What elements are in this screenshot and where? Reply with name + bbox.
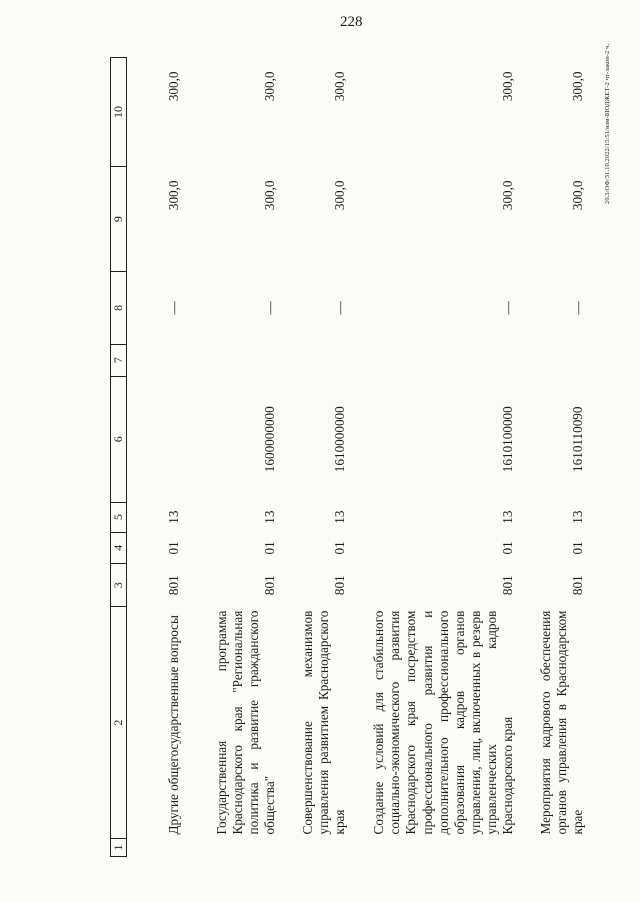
row-rz: 01: [570, 541, 586, 555]
row-csr: 1610100000: [500, 406, 516, 473]
document-footer-code: 20.3/ОФ/31.10.2022/15:51/изм-БЮДЖЕТ-2 чт-закон-2 ч.: [604, 44, 611, 205]
row-vr: [350, 344, 518, 376]
table-row: [126, 58, 184, 857]
row-pr: 13: [570, 510, 586, 524]
row-csr: 1600000000: [262, 406, 278, 473]
row-rz: 01: [262, 541, 278, 555]
row-vr: [184, 344, 280, 376]
row-col8: —: [166, 301, 182, 315]
row-col10: 300,0: [332, 71, 348, 102]
column-number: 8: [111, 272, 127, 344]
row-rz: 01: [166, 541, 182, 555]
row-col10: 300,0: [570, 71, 586, 102]
row-vr: [280, 344, 350, 376]
row-col9: 300,0: [500, 180, 516, 211]
column-number: 1: [111, 838, 127, 856]
column-number: 5: [111, 502, 127, 532]
column-number: 4: [111, 532, 127, 564]
table-row: [350, 58, 518, 857]
row-csr: 1610000000: [332, 406, 348, 473]
column-number: 3: [111, 564, 127, 607]
row-name: Другие общегосударственные вопросы: [166, 615, 182, 835]
row-col8: —: [332, 301, 348, 315]
row-csr: [126, 376, 184, 502]
row-col10: 300,0: [166, 71, 182, 102]
row-rz: 01: [500, 541, 516, 555]
row-ved: 801: [166, 575, 182, 596]
row-col8: —: [262, 301, 278, 315]
row-pr: 13: [500, 510, 516, 524]
row-col8: —: [570, 301, 586, 315]
row-ved: 801: [570, 575, 586, 596]
row-col9: 300,0: [332, 180, 348, 211]
row-col8: —: [500, 301, 516, 315]
page-number: 228: [340, 14, 363, 30]
row-vr: [518, 344, 588, 376]
row-name: Государственная программа Краснодарского края "Региональная политика и развитие гражданского общества": [213, 610, 278, 835]
column-number: 10: [111, 58, 127, 167]
column-number-row: [111, 58, 127, 857]
budget-table-rotated: [110, 57, 590, 857]
row-name: Мероприятия кадрового обеспечения органов управления в Краснодарском крае: [537, 610, 586, 835]
column-number: 9: [111, 166, 127, 271]
row-ved: 801: [332, 575, 348, 596]
row-pr: 13: [166, 510, 182, 524]
row-vr: [126, 344, 184, 376]
table-row: [280, 58, 350, 857]
table-row: [518, 58, 588, 857]
budget-table: [110, 57, 588, 857]
row-col10: 300,0: [500, 71, 516, 102]
table-row: [184, 58, 280, 857]
row-ved: 801: [262, 575, 278, 596]
row-rz: 01: [332, 541, 348, 555]
column-number: 6: [111, 376, 127, 502]
row-pr: 13: [332, 510, 348, 524]
row-pr: 13: [262, 510, 278, 524]
row-col9: 300,0: [570, 180, 586, 211]
row-ved: 801: [500, 575, 516, 596]
row-name: Создание условий для стабильного социально-экономического развития Краснодарского края посредством профессионального развития и дополнительного профессионального образования кадров органов управления, лиц, включенных в резерв управленческих кадров Краснодарского края: [371, 610, 516, 835]
column-number: 7: [111, 344, 127, 376]
row-csr: 1610110090: [570, 406, 586, 472]
row-col10: 300,0: [262, 71, 278, 102]
column-number: 2: [111, 607, 127, 839]
row-col9: 300,0: [166, 180, 182, 211]
row-col9: 300,0: [262, 180, 278, 211]
row-name: Совершенствование механизмов управления развитием Краснодарского края: [299, 610, 348, 835]
